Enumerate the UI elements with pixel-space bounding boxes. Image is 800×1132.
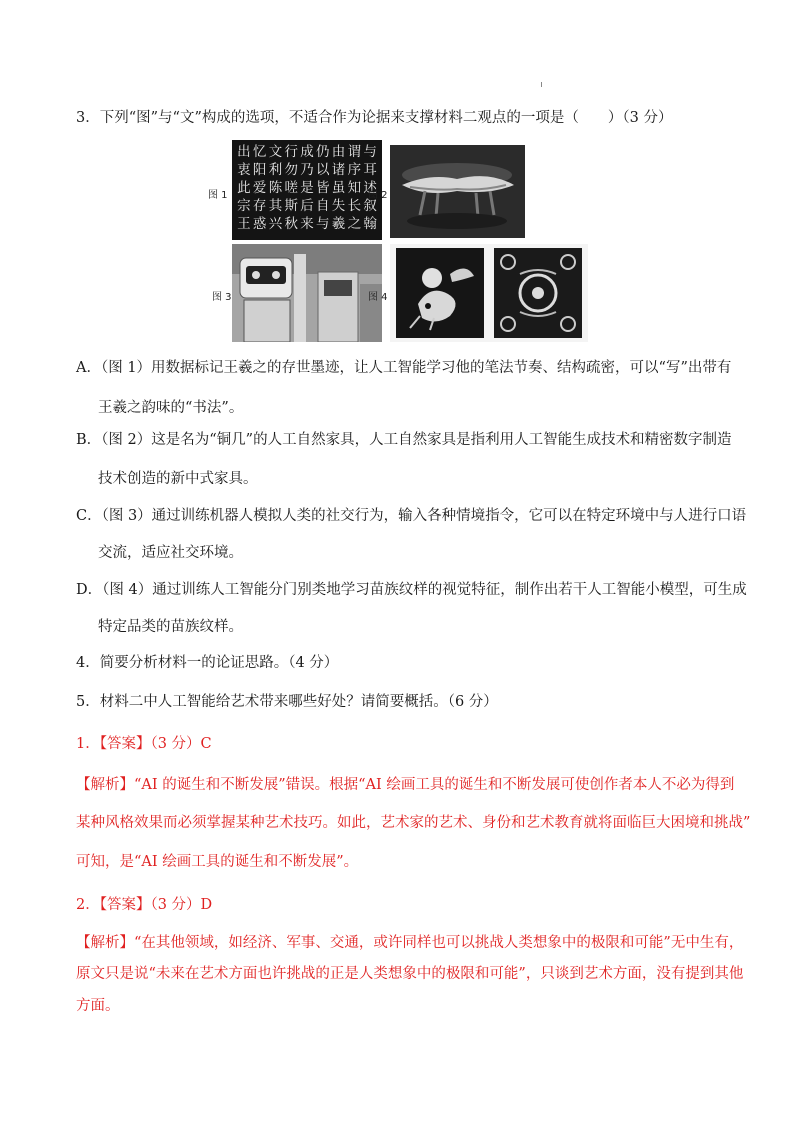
option-c-line-2: 交流，适应社交环境。 [98, 545, 243, 561]
figure-2-label: 图 2 [368, 190, 388, 201]
calligraphy-glyph: 兴 [268, 216, 283, 232]
calligraphy-glyph: 惑 [252, 216, 267, 232]
calligraphy-glyph: 爱 [252, 180, 267, 196]
calligraphy-glyph: 是 [300, 180, 314, 196]
option-c-line-1: C．（图 3）通过训练机器人模拟人类的社交行为，输入各种情境指令，它可以在特定环境中与人进行口语 [76, 508, 747, 524]
calligraphy-glyph: 仍 [316, 144, 330, 160]
robot-image [232, 244, 382, 342]
calligraphy-glyph: 长 [347, 198, 362, 214]
calligraphy-glyph: 秋 [284, 216, 298, 232]
calligraphy-glyph: 虽 [331, 180, 346, 196]
calligraphy-glyph: 阳 [252, 162, 267, 178]
calligraphy-text [232, 140, 382, 237]
calligraphy-glyph: 自 [316, 198, 330, 214]
figure-1-label: 图 1 [208, 190, 228, 201]
calligraphy-glyph: 其 [268, 198, 283, 214]
calligraphy-glyph: 利 [268, 162, 283, 178]
calligraphy-glyph: 王 [237, 216, 251, 232]
calligraphy-glyph: 存 [252, 198, 267, 214]
calligraphy-glyph: 出 [237, 144, 251, 160]
figure-3-label: 图 3 [212, 292, 232, 303]
calligraphy-glyph: 皆 [316, 180, 330, 196]
figure-2-bronze-table [390, 145, 525, 238]
calligraphy-glyph: 以 [316, 162, 330, 178]
bronze-table-image [390, 145, 525, 238]
question-4: 4．简要分析材料一的论证思路。（4 分） [76, 655, 339, 671]
figure-4-miao-patterns [390, 244, 588, 342]
question-3-prompt: 3．下列“图”与“文”构成的选项，不适合作为论据来支撑材料二观点的一项是（ ）（3 分） [76, 110, 673, 126]
calligraphy-glyph: 由 [331, 144, 346, 160]
calligraphy-glyph: 序 [347, 162, 362, 178]
calligraphy-glyph: 斯 [284, 198, 298, 214]
figure-3-robot [232, 244, 382, 342]
option-a-line-1: A．（图 1）用数据标记王羲之的存世墨迹，让人工智能学习他的笔法节奏、结构疏密，可以“写”出带有 [76, 360, 732, 376]
calligraphy-glyph: 后 [300, 198, 314, 214]
calligraphy-glyph: 耳 [363, 162, 377, 178]
calligraphy-glyph: 宗 [237, 198, 251, 214]
miao-pattern-image [390, 244, 588, 342]
calligraphy-glyph: 谓 [347, 144, 362, 160]
calligraphy-glyph: 羲 [331, 216, 346, 232]
option-d-line-1: D．（图 4）通过训练人工智能分门别类地学习苗族纹样的视觉特征，制作出若干人工智能小模型，可生成 [76, 582, 747, 598]
figure-1-calligraphy [232, 140, 382, 240]
calligraphy-glyph: 诸 [331, 162, 346, 178]
calligraphy-glyph: 失 [331, 198, 346, 214]
analysis-1-line-2: 某种风格效果而必须掌握某种艺术技巧。如此，艺术家的艺术、身份和艺术教育就将面临巨大困境和挑战” [76, 815, 751, 831]
option-d-line-2: 特定品类的苗族纹样。 [98, 619, 243, 635]
option-a-line-2: 王羲之韵味的“书法”。 [98, 400, 244, 416]
calligraphy-glyph: 勿 [284, 162, 298, 178]
analysis-2-line-1: 【解析】“在其他领域，如经济、军事、交通，或许同样也可以挑战人类想象中的极限和可能”无中生有， [76, 935, 744, 951]
answer-1: 1．【答案】（3 分）C [76, 736, 212, 752]
calligraphy-glyph: 翰 [363, 216, 377, 232]
figure-4-label: 图 4 [368, 292, 388, 303]
analysis-2-line-2: 原文只是说“未来在艺术方面也许挑战的正是人类想象中的极限和可能”，只谈到艺术方面，没有提到其他 [76, 966, 744, 982]
calligraphy-glyph: 与 [316, 216, 330, 232]
calligraphy-glyph: 叙 [363, 198, 377, 214]
calligraphy-glyph: 述 [363, 180, 377, 196]
calligraphy-glyph: 此 [237, 180, 251, 196]
calligraphy-glyph: 之 [347, 216, 362, 232]
calligraphy-glyph: 与 [363, 144, 377, 160]
analysis-1-line-3: 可知，是“AI 绘画工具的诞生和不断发展”。 [76, 854, 359, 870]
calligraphy-glyph: 成 [300, 144, 314, 160]
scan-mark [541, 82, 542, 87]
calligraphy-glyph: 知 [347, 180, 362, 196]
question-5: 5．材料二中人工智能给艺术带来哪些好处？请简要概括。（6 分） [76, 694, 498, 710]
answer-2: 2．【答案】（3 分）D [76, 897, 213, 913]
calligraphy-glyph: 陈 [268, 180, 283, 196]
calligraphy-glyph: 行 [284, 144, 298, 160]
analysis-2-line-3: 方面。 [76, 998, 120, 1014]
analysis-1-line-1: 【解析】“AI 的诞生和不断发展”错误。根据“AI 绘画工具的诞生和不断发展可使创作者本人不必为得到 [76, 777, 735, 793]
calligraphy-glyph: 嗟 [284, 180, 298, 196]
calligraphy-glyph: 来 [300, 216, 314, 232]
calligraphy-glyph: 忆 [252, 144, 267, 160]
calligraphy-glyph: 衷 [237, 162, 251, 178]
option-b-line-2: 技术创造的新中式家具。 [98, 471, 258, 487]
calligraphy-glyph: 乃 [300, 162, 314, 178]
calligraphy-glyph: 文 [268, 144, 283, 160]
option-b-line-1: B．（图 2）这是名为“铜几”的人工自然家具，人工自然家具是指利用人工智能生成技术和精密数字制造 [76, 432, 732, 448]
